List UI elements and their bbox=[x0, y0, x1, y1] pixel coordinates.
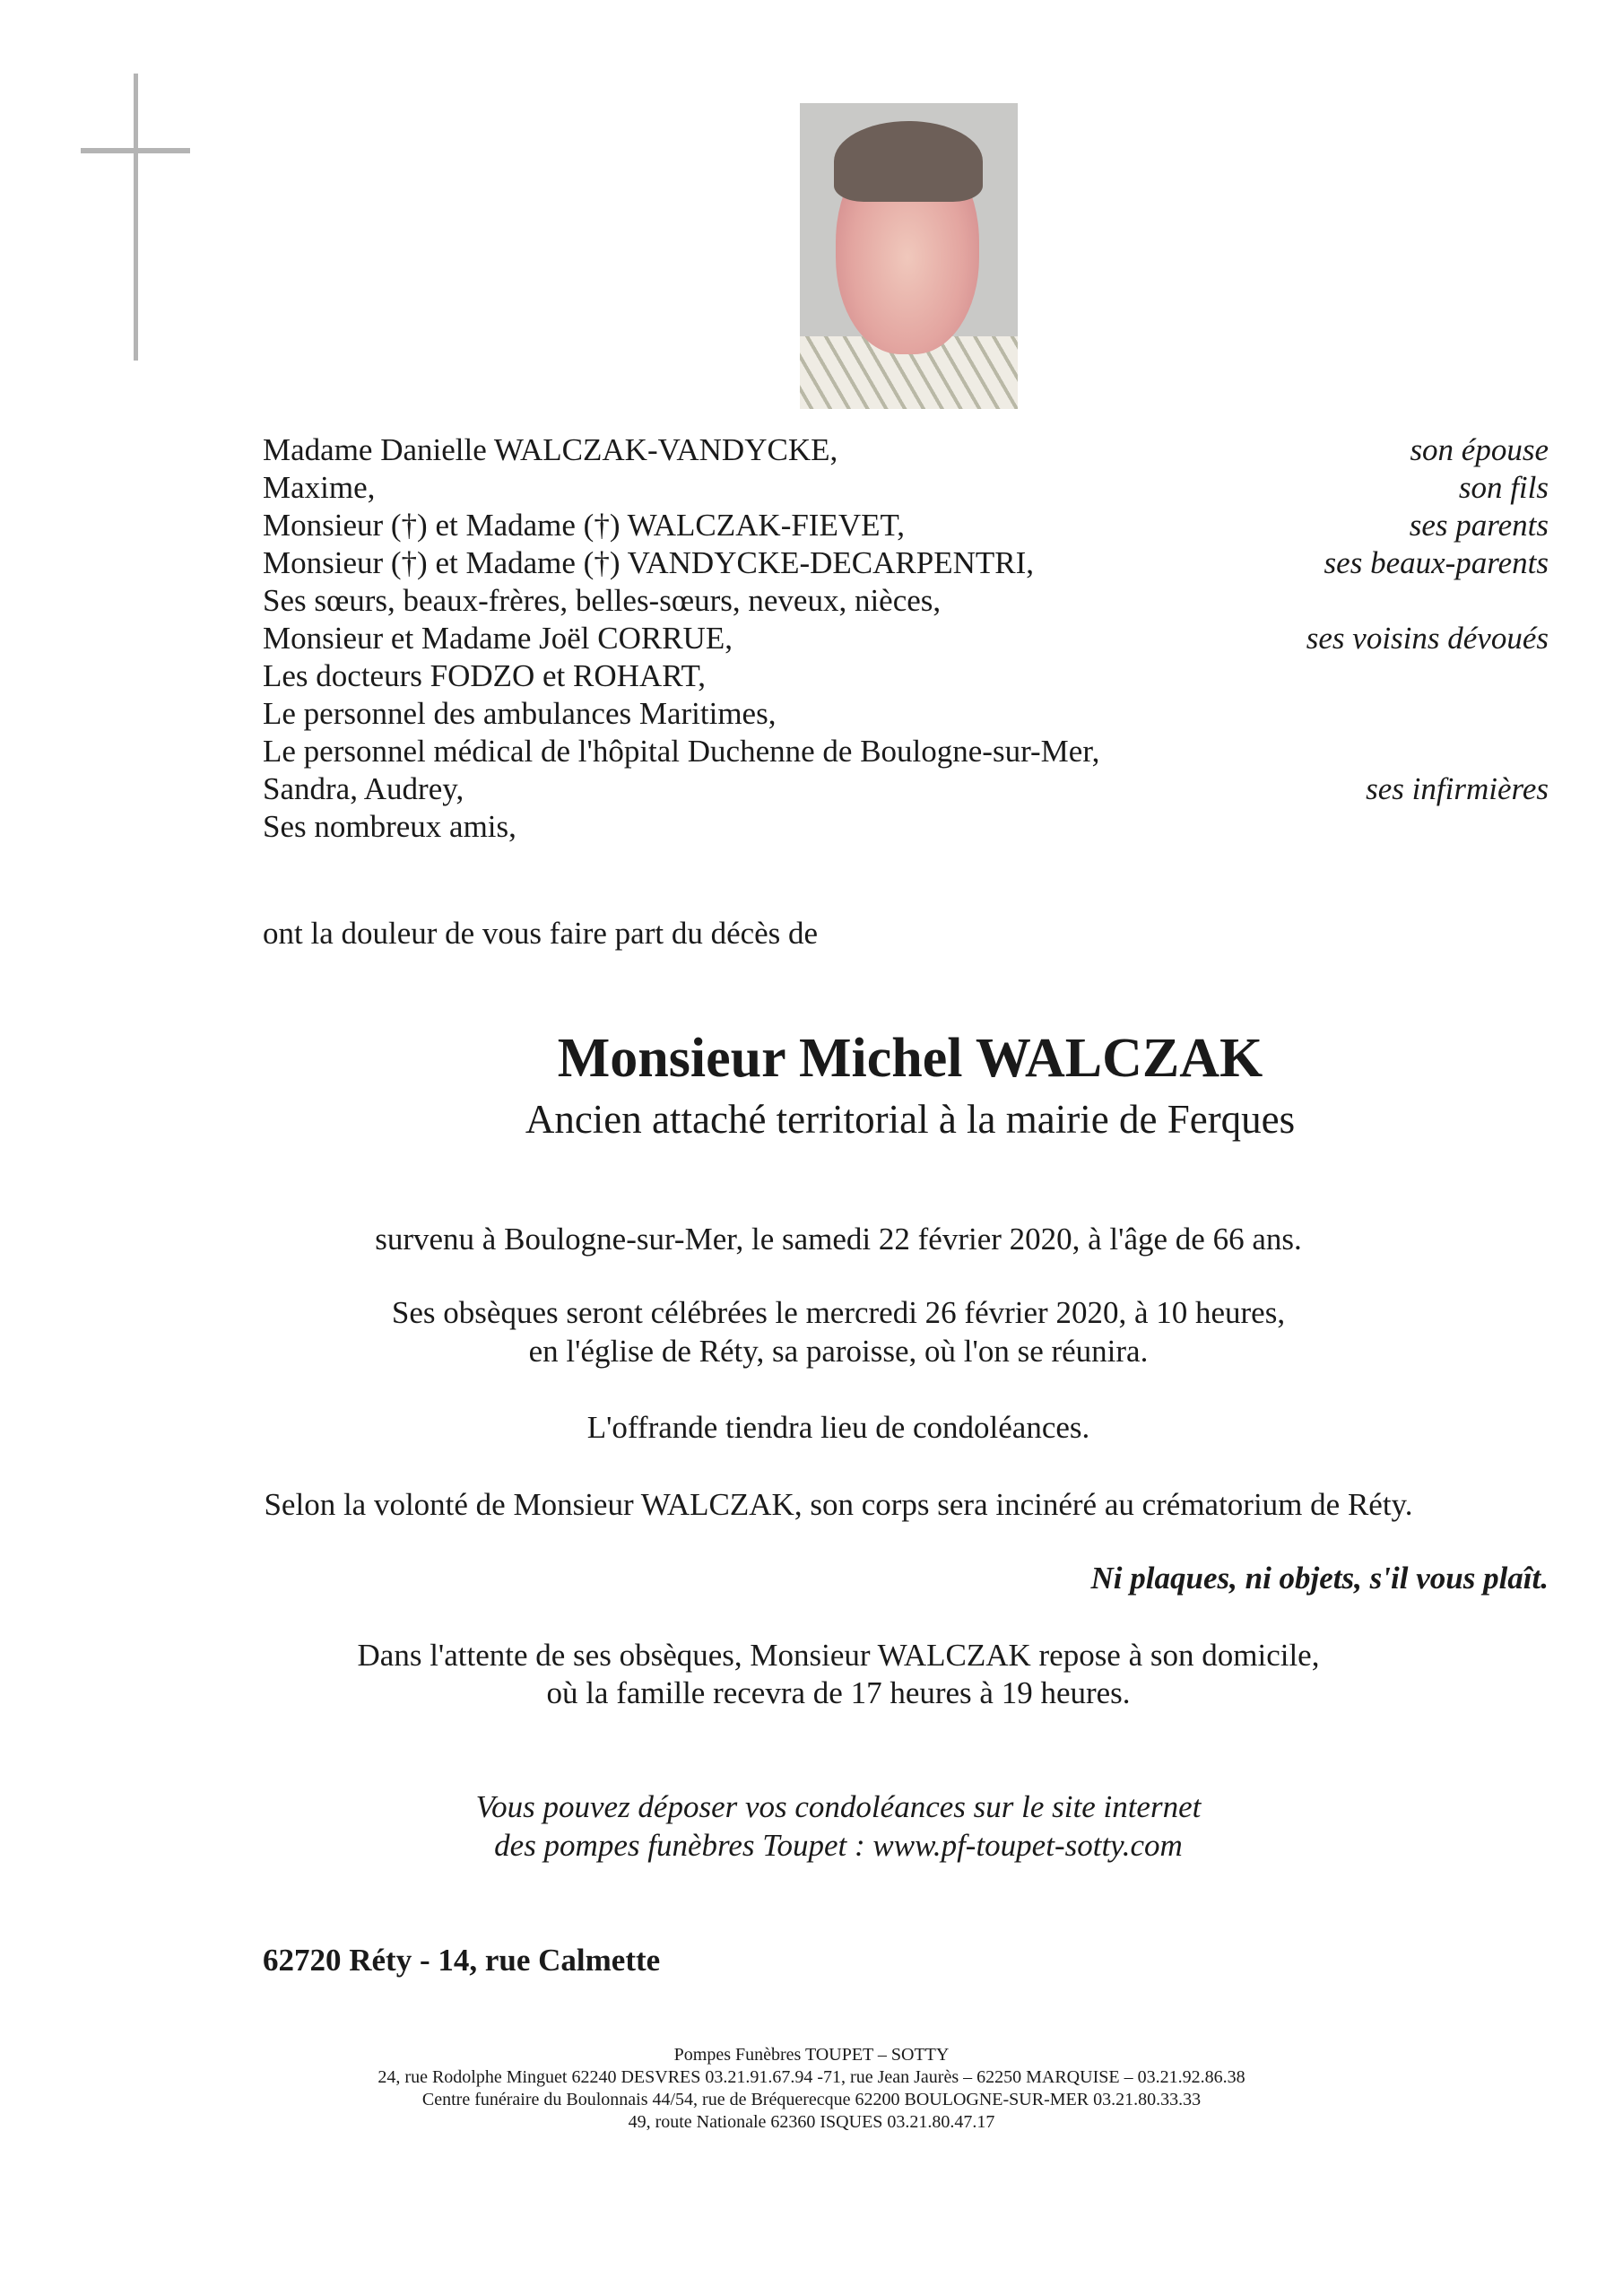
footer-line: 24, rue Rodolphe Minguet 62240 DESVRES 03.21.91.67.94 -71, rue Jean Jaurès – 62250 MARQUISE – 03.21.92.86.38 bbox=[378, 2067, 1245, 2087]
family-row bbox=[263, 808, 1549, 846]
family-row bbox=[263, 507, 1549, 544]
condolences-line-1: Vous pouvez déposer vos condoléances sur le site internet bbox=[475, 1789, 1202, 1824]
intro-label: ont la douleur de vous faire part du décès de bbox=[263, 916, 819, 951]
family-name: Ses nombreux amis, bbox=[263, 809, 516, 844]
family-name: Le personnel médical de l'hôpital Duchenne de Boulogne-sur-Mer, bbox=[263, 734, 1100, 769]
family-name: Monsieur (†) et Madame (†) WALCZAK-FIEVET, bbox=[263, 508, 906, 543]
deceased-name: Monsieur Michel WALCZAK bbox=[557, 1028, 1263, 1089]
family-row bbox=[263, 431, 1549, 469]
cross-icon-bar bbox=[81, 148, 190, 153]
family-name: Ses sœurs, beaux-frères, belles-sœurs, neveux, nièces, bbox=[263, 583, 942, 618]
family-name: Monsieur (†) et Madame (†) VANDYCKE-DECARPENTRI, bbox=[263, 545, 1034, 580]
home-address: 62720 Réty - 14, rue Calmette bbox=[263, 1943, 661, 1978]
funeral-line-1: Ses obsèques seront célébrées le mercredi 26 février 2020, à 10 heures, bbox=[391, 1295, 1286, 1330]
family-name: Le personnel des ambulances Maritimes, bbox=[263, 696, 777, 731]
no-flowers-note: Ni plaques, ni objets, s'il vous plaît. bbox=[1090, 1561, 1549, 1596]
family-name: Les docteurs FODZO et ROHART, bbox=[263, 658, 706, 693]
footer-line: Pompes Funèbres TOUPET – SOTTY bbox=[673, 2045, 950, 2065]
family-relation: ses infirmières bbox=[1366, 771, 1549, 806]
family-relation: son épouse bbox=[1410, 432, 1549, 467]
family-row bbox=[263, 695, 1549, 733]
footer-line: Centre funéraire du Boulonnais 44/54, rue de Bréquerecque 62200 BOULOGNE-SUR-MER 03.21.80.33.33 bbox=[421, 2090, 1202, 2109]
family-row bbox=[263, 770, 1549, 808]
family-name: Sandra, Audrey, bbox=[263, 771, 464, 806]
cremation-note: Selon la volonté de Monsieur WALCZAK, son corps sera incinéré au crématorium de Réty. bbox=[264, 1487, 1413, 1522]
family-relation: ses voisins dévoués bbox=[1306, 621, 1549, 656]
portrait-photo bbox=[800, 103, 1018, 409]
footer-line: 49, route Nationale 62360 ISQUES 03.21.80.47.17 bbox=[628, 2112, 995, 2132]
family-relation: ses parents bbox=[1409, 508, 1549, 543]
intro-text bbox=[263, 915, 1549, 952]
condolences-line-2: des pompes funèbres Toupet : www.pf-toupet-sotty.com bbox=[494, 1828, 1183, 1863]
deceased-title: Ancien attaché territorial à la mairie de Ferques bbox=[525, 1097, 1296, 1142]
family-name: Madame Danielle WALCZAK-VANDYCKE, bbox=[263, 432, 838, 467]
family-name: Monsieur et Madame Joël CORRUE, bbox=[263, 621, 733, 656]
family-relation: son fils bbox=[1458, 470, 1549, 505]
family-row bbox=[263, 620, 1549, 657]
family-name: Maxime, bbox=[263, 470, 376, 505]
cross-icon bbox=[134, 74, 138, 361]
family-row bbox=[263, 582, 1549, 620]
family-row bbox=[263, 733, 1549, 770]
family-row bbox=[263, 544, 1549, 582]
family-row bbox=[263, 657, 1549, 695]
offering-note: L'offrande tiendra lieu de condoléances. bbox=[586, 1410, 1090, 1445]
rest-line-1: Dans l'attente de ses obsèques, Monsieur WALCZAK repose à son domicile, bbox=[357, 1638, 1320, 1673]
death-details: survenu à Boulogne-sur-Mer, le samedi 22 février 2020, à l'âge de 66 ans. bbox=[375, 1222, 1302, 1257]
family-row bbox=[263, 469, 1549, 507]
rest-line-2: où la famille recevra de 17 heures à 19 heures. bbox=[546, 1675, 1131, 1710]
funeral-line-2: en l'église de Réty, sa paroisse, où l'on se réunira. bbox=[528, 1334, 1149, 1369]
family-relation: ses beaux-parents bbox=[1324, 545, 1549, 580]
